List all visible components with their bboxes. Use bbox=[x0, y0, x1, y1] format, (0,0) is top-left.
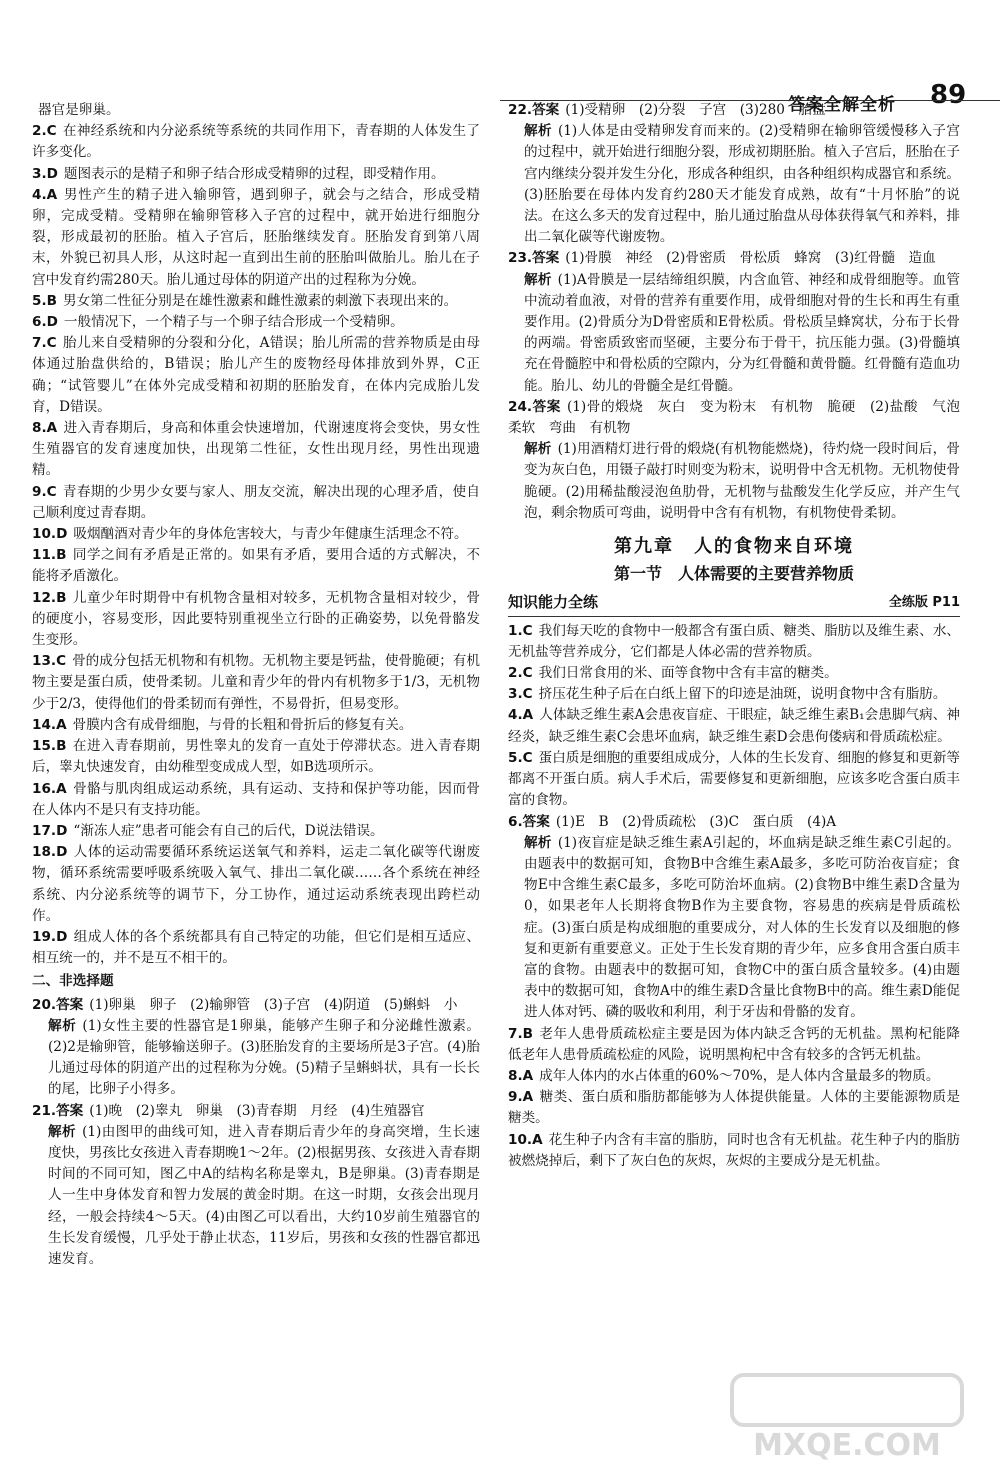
item-number: 12.B bbox=[32, 589, 67, 606]
item-text: 成年人体内的水占体重的60%～70%，是人体内含量最多的物质。 bbox=[539, 1067, 940, 1084]
item-text: 吸烟酗酒对青少年的身体危害较大，与青少年健康生活理念不符。 bbox=[73, 526, 468, 543]
answer-item bbox=[508, 748, 960, 812]
answer-item bbox=[508, 663, 960, 684]
answer-item bbox=[32, 312, 480, 333]
answer-item bbox=[508, 1024, 960, 1066]
item-number: 13.C bbox=[32, 653, 67, 670]
item-text: 糖类、蛋白质和脂肪都能够为人体提供能量。人体的主要能源物质是糖类。 bbox=[508, 1089, 960, 1127]
analysis-line bbox=[508, 833, 960, 1024]
item-number: 10.A bbox=[508, 1131, 543, 1148]
answer-text: (1)卵巢 卵子 (2)输卵管 (3)子宫 (4)阴道 (5)蝌蚪 小 bbox=[89, 996, 458, 1013]
item-number: 3.D bbox=[32, 165, 58, 182]
item-text: 骨膜内含有成骨细胞，与骨的长粗和骨折后的修复有关。 bbox=[72, 716, 413, 733]
header-title: 答案全解全析 bbox=[788, 95, 896, 115]
item-number: 9.C bbox=[32, 483, 57, 500]
answer-number: 6.答案 bbox=[508, 813, 550, 830]
answer-item bbox=[508, 1130, 960, 1172]
analysis-text: (1)用酒精灯进行骨的煅烧(有机物能燃烧)，待灼烧一段时间后，骨变为灰白色，用镊子敲打时则变为粉末，说明骨中含无机物。无机物使骨脆硬。(2)用稀盐酸浸泡鱼肋骨，无机物与盐酸发生化学反应，并产生气泡，剩余物质可弯曲，说明骨中含有有机物，有机物使骨柔韧。 bbox=[524, 441, 960, 521]
analysis-text: (1)夜盲症是缺乏维生素A引起的，坏血病是缺乏维生素C引起的。由题表中的数据可知，食物B中含维生素A最多，多吃可防治夜盲症；食物E中含维生素C最多，多吃可防治坏血病。(2)食物B中维生素D含量为0，如果老年人长期将食物B作为主要食物，容易患的疾病是骨质疏松症。(3)蛋白质是构成细胞的重要成分，对人体的生长发育以及细胞的修复和更新有重要意义。正处于生长发育期的青少年，应多食用含蛋白质丰富的食物。由题表中的数据可知，食物C中的蛋白质含量较多。(4)由题表中的数据可知，食物A中的维生素D含量比食物B中的高。维生素D能促进人体对钙、磷的吸收和利用，利于牙齿和骨骼的发育。 bbox=[524, 834, 960, 1021]
answer-text: (1)骨膜 神经 (2)骨密质 骨松质 蜂窝 (3)红骨髓 造血 bbox=[565, 250, 936, 267]
answer-item bbox=[508, 684, 960, 705]
answer-block bbox=[508, 100, 960, 248]
item-number: 1.C bbox=[508, 622, 533, 639]
item-number: 2.C bbox=[508, 665, 533, 682]
right-column bbox=[508, 100, 974, 1172]
answer-number: 23.答案 bbox=[508, 250, 560, 267]
answer-item bbox=[32, 545, 480, 587]
analysis-line bbox=[508, 270, 960, 397]
answer-line bbox=[508, 100, 960, 121]
analysis-label: 解析 bbox=[524, 271, 552, 288]
answer-block bbox=[32, 1101, 480, 1271]
answer-item bbox=[32, 779, 480, 821]
item-text: 青春期的少男少女要与家人、朋友交流，解决出现的心理矛盾，使自己顺利度过青春期。 bbox=[32, 483, 480, 521]
answer-text: (1)骨的煅烧 灰白 变为粉末 有机物 脆硬 (2)盐酸 气泡 柔软 弯曲 有机物 bbox=[508, 398, 974, 437]
item-text: 胎儿来自受精卵的分裂和分化，A错误；胎儿所需的营养物质是由母体通过胎盘供给的，B错误；胎儿产生的废物经母体排放到外界，C正确；“试管婴儿”在体外完成受精和初期的胚胎发育，在体内完成胎儿发育，D错误。 bbox=[32, 335, 480, 415]
analysis-label: 解析 bbox=[524, 441, 552, 458]
item-text: 男女第二性征分别是在雄性激素和雌性激素的刺激下表现出来的。 bbox=[62, 292, 458, 309]
answer-line bbox=[508, 248, 960, 269]
item-text: 一般情况下，一个精子与一个卵子结合形成一个受精卵。 bbox=[63, 314, 404, 331]
answer-item bbox=[508, 1066, 960, 1087]
item-number: 5.B bbox=[32, 292, 57, 309]
item-text: 儿童少年时期骨中有机物含量相对较多，无机物含量相对较少，骨的硬度小，容易变形，因此要特别重视坐立行卧的正确姿势，以免骨骼发生变形。 bbox=[32, 589, 480, 649]
item-text: 题图表示的是精子和卵子结合形成受精卵的过程，即受精作用。 bbox=[63, 165, 445, 182]
answer-item bbox=[508, 705, 960, 747]
answer-block bbox=[32, 995, 480, 1101]
answer-number: 21.答案 bbox=[32, 1102, 84, 1119]
answer-item bbox=[32, 651, 480, 715]
item-text: 在进入青春期前，男性睾丸的发育一直处于停滞状态。进入青春期后，睾丸快速发育，由幼稚型变成成人型，如B选项所示。 bbox=[32, 738, 480, 776]
item-number: 5.C bbox=[508, 749, 533, 766]
analysis-text: (1)女性主要的性器官是1卵巢，能够产生卵子和分泌雌性激素。(2)2是输卵管，能够输送卵子。(3)胚胎发育的主要场所是3子宫。(4)胎儿通过母体的阴道产出的过程称为分娩。(5)精子呈蝌蚪状，具有一长长的尾，比卵子小得多。 bbox=[48, 1017, 481, 1098]
section-title: 第一节 人体需要的主要营养物质 bbox=[613, 564, 854, 584]
answer-text: (1)晚 (2)睾丸 卵巢 (3)青春期 月经 (4)生殖器官 bbox=[89, 1102, 425, 1119]
item-number: 15.B bbox=[32, 738, 67, 755]
analysis-text: (1)由图甲的曲线可知，进入青春期后青少年的身高突增，生长速度快，男孩比女孩进入青春期晚1～2年。(2)根据男孩、女孩进入青春期时间的不同可知，图乙中A的结构名称是睾丸，B是卵巢。(3)青春期是人一生中身体发育和智力发展的黄金时期。在这一时期，女孩会出现月经，一般会持续4～5天。(4)由图乙可以看出，大约10岁前生殖器官的生长发育缓慢，几乎处于静止状态，11岁后，男孩和女孩的性器官都迅速发育。 bbox=[48, 1123, 480, 1267]
item-number: 14.A bbox=[32, 716, 67, 733]
item-text: 同学之间有矛盾是正常的。如果有矛盾，要用合适的方式解决，不能将矛盾激化。 bbox=[32, 547, 480, 585]
answer-item bbox=[32, 333, 480, 418]
item-number: 4.A bbox=[508, 707, 534, 724]
page-number: 89 bbox=[930, 80, 967, 110]
item-number: 18.D bbox=[32, 844, 68, 861]
analysis-label: 解析 bbox=[524, 834, 552, 851]
answer-text: (1)受精卵 (2)分裂 子宫 (3)280 胎盘 bbox=[565, 102, 826, 118]
answer-item bbox=[32, 100, 480, 121]
answer-item bbox=[32, 121, 480, 163]
answer-item bbox=[32, 715, 480, 736]
answer-number: 24.答案 bbox=[508, 398, 561, 415]
item-number: 3.C bbox=[508, 686, 533, 703]
practice-band bbox=[508, 590, 960, 616]
item-text: “渐冻人症”患者可能会有自己的后代，D说法错误。 bbox=[73, 822, 384, 839]
band-reference: 全练版 P11 bbox=[888, 595, 960, 611]
item-text: 人体的运动需要循环系统运送氧气和养料，运走二氧化碳等代谢废物，循环系统需要呼吸系统吸入氧气、排出二氧化碳……各个系统在神经系统、内分泌系统等的调节下，分工协作，通过运动系统表现出跨栏动作。 bbox=[32, 844, 480, 924]
answer-item bbox=[32, 821, 480, 842]
answer-item bbox=[32, 418, 480, 482]
analysis-label: 解析 bbox=[524, 123, 552, 140]
item-number: 8.A bbox=[508, 1067, 534, 1084]
answer-number: 22.答案 bbox=[508, 102, 560, 118]
analysis-line bbox=[32, 1016, 480, 1101]
item-text: 蛋白质是细胞的重要组成成分，人体的生长发育、细胞的修复和更新等都离不开蛋白质。病人手术后，需要修复和更新细胞，应该多吃含蛋白质丰富的食物。 bbox=[508, 749, 961, 809]
item-number: 16.A bbox=[32, 780, 67, 797]
answer-line bbox=[508, 812, 960, 833]
analysis-line bbox=[508, 121, 960, 248]
analysis-label: 解析 bbox=[48, 1017, 77, 1034]
section-heading: 二、非选择题 bbox=[32, 973, 114, 990]
item-text: 骨的成分包括无机物和有机物。无机物主要是钙盐，使骨脆硬；有机物主要是蛋白质，使骨柔韧。儿童和青少年的骨内有机物多于1/3，无机物少于2/3，使得他们的骨柔韧而有弹性，不易骨折，但易变形。 bbox=[32, 653, 480, 712]
answer-item bbox=[508, 621, 960, 663]
left-column bbox=[32, 100, 480, 1270]
answer-item bbox=[32, 927, 480, 969]
watermark-text: MXQE.COM bbox=[753, 1428, 941, 1463]
item-text: 花生种子内含有丰富的脂肪，同时也含有无机盐。花生种子内的脂肪被燃烧掉后，剩下了灰白色的灰烬，灰烬的主要成分是无机盐。 bbox=[508, 1131, 960, 1169]
answer-text: (1)E B (2)骨质疏松 (3)C 蛋白质 (4)A bbox=[555, 813, 837, 830]
answer-item bbox=[508, 1087, 960, 1129]
item-number: 8.A bbox=[32, 420, 58, 437]
answer-number: 20.答案 bbox=[32, 996, 84, 1013]
analysis-text: (1)A骨膜是一层结缔组织膜，内含血管、神经和成骨细胞等。血管中流动着血液，对骨的营养有重要作用，成骨细胞对骨的生长和再生有重要作用。(2)骨质分为D骨密质和E骨松质。骨松质呈蜂窝状，分布于长骨的两端。骨密质致密而坚硬，主要分布于骨干，抗压能力强。(3)骨髓填充在骨髓腔中和骨松质的空隙内，分为红骨髓和黄骨髓。红骨髓有造血功能。胎儿、幼儿的骨髓全是红骨髓。 bbox=[524, 271, 960, 394]
item-text: 器官是卵巢。 bbox=[38, 102, 120, 118]
item-text: 挤压花生种子后在白纸上留下的印迹是油斑，说明食物中含有脂肪。 bbox=[538, 686, 947, 703]
answer-item bbox=[32, 524, 480, 545]
answer-item bbox=[32, 185, 480, 291]
item-text: 组成人体的各个系统都具有自己特定的功能，但它们是相互适应、相互统一的，并不是互不相干的。 bbox=[32, 928, 480, 967]
item-text: 在神经系统和内分泌系统等系统的共同作用下，青春期的人体发生了许多变化。 bbox=[32, 123, 480, 161]
answer-line bbox=[32, 1101, 480, 1122]
answer-line bbox=[508, 397, 974, 439]
item-number: 17.D bbox=[32, 822, 68, 839]
item-number: 6.D bbox=[32, 314, 58, 331]
answer-item bbox=[32, 588, 480, 652]
answer-line bbox=[32, 995, 480, 1016]
answer-item bbox=[32, 736, 480, 778]
analysis-text: (1)人体是由受精卵发育而来的。(2)受精卵在输卵管缓慢移入子宫的过程中，就开始进行细胞分裂，形成初期胚胎。植入子宫后，胚胎在子宫内继续分裂并发生分化，形成各种组织，由各种组织构成器官和系统。(3)胚胎要在母体内发育约280天才能发育成熟，故有“十月怀胎”的说法。在这么多天的发育过程中，胎儿通过胎盘从母体获得氧气和养料，排出二氧化碳等代谢废物。 bbox=[524, 123, 960, 246]
answer-block bbox=[508, 397, 974, 524]
item-text: 我们每天吃的食物中一般都含有蛋白质、糖类、脂肪以及维生素、水、无机盐等营养成分，它们都是人体必需的营养物质。 bbox=[508, 622, 961, 660]
item-text: 人体缺乏维生素A会患夜盲症、干眼症，缺乏维生素B₁会患脚气病、神经炎，缺乏维生素C会患坏血病，缺乏维生素D会患佝偻病和骨质疏松症。 bbox=[508, 707, 960, 745]
answer-block bbox=[508, 812, 960, 1024]
chapter-title: 第九章 人的食物来自环境 bbox=[614, 536, 854, 558]
item-text: 骨骼与肌肉组成运动系统，具有运动、支持和保护等功能，因而骨在人体内不是只有支持功能。 bbox=[32, 780, 480, 818]
item-number: 11.B bbox=[32, 547, 67, 564]
item-number: 2.C bbox=[32, 123, 57, 140]
answer-item bbox=[32, 164, 480, 185]
item-text: 进入青春期后，身高和体重会快速增加，代谢速度将会变快，男女性生殖器官的发育速度加快，出现第二性征，女性出现月经，男性出现遗精。 bbox=[32, 420, 480, 479]
item-number: 7.C bbox=[32, 335, 57, 352]
answer-item bbox=[32, 482, 480, 524]
item-number: 7.B bbox=[508, 1025, 533, 1042]
item-number: 10.D bbox=[32, 526, 68, 543]
analysis-label: 解析 bbox=[48, 1123, 77, 1140]
item-text: 我们日常食用的米、面等食物中含有丰富的糖类。 bbox=[538, 665, 838, 682]
analysis-line bbox=[32, 1122, 480, 1270]
answer-item bbox=[32, 291, 480, 312]
item-text: 老年人患骨质疏松症主要是因为体内缺乏含钙的无机盐。黑枸杞能降低老年人患骨质疏松症的风险，说明黑枸杞中含有较多的含钙无机盐。 bbox=[508, 1025, 960, 1063]
band-label: 知识能力全练 bbox=[508, 593, 599, 612]
item-number: 9.A bbox=[508, 1089, 534, 1106]
analysis-line bbox=[508, 439, 960, 524]
answer-item bbox=[32, 842, 480, 927]
watermark-logo bbox=[722, 1369, 972, 1464]
item-text: 男性产生的精子进入输卵管，遇到卵子，就会与之结合，形成受精卵，完成受精。受精卵在输卵管移入子宫的过程中，就开始进行细胞分裂，形成最初的胚胎。植入子宫后，胚胎继续发育。胚胎发育到第八周末，外貌已初具人形，从这时起一直到出生前的胚胎叫做胎儿。胎儿在子宫中发育约需280天。胎儿通过母体的阴道产出的过程称为分娩。 bbox=[32, 186, 480, 288]
answer-block bbox=[508, 248, 960, 396]
item-number: 4.A bbox=[32, 186, 58, 203]
item-number: 19.D bbox=[32, 928, 68, 945]
